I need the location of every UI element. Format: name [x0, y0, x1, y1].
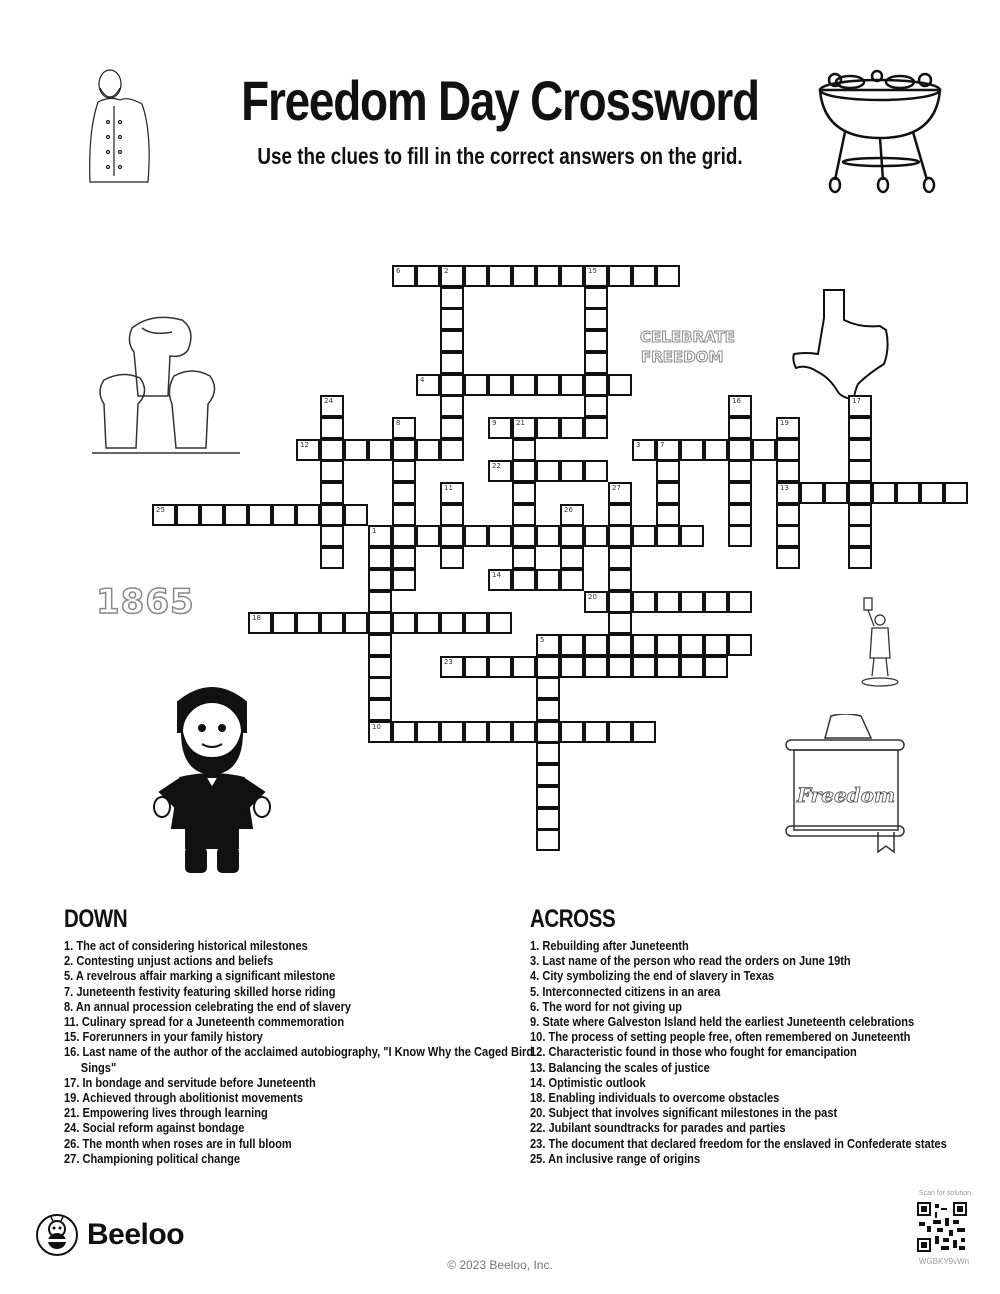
grid-cell[interactable] — [488, 525, 512, 547]
grid-cell[interactable] — [440, 395, 464, 417]
grid-cell[interactable] — [488, 569, 512, 591]
grid-cell[interactable] — [512, 721, 536, 743]
freedom-banner-text: FREEDOM — [641, 348, 724, 366]
copyright-text: © 2023 Beeloo, Inc. — [447, 1258, 553, 1272]
grid-cell[interactable] — [728, 525, 752, 547]
grid-cell[interactable] — [752, 439, 776, 461]
grid-cell[interactable] — [464, 265, 488, 287]
grid-cell[interactable] — [632, 591, 656, 613]
bee-icon — [35, 1213, 79, 1257]
grid-cell[interactable] — [392, 612, 416, 634]
grid-cell[interactable] — [440, 265, 464, 287]
grid-cell[interactable] — [560, 656, 584, 678]
clue-number: 13 — [780, 484, 789, 492]
grid-cell[interactable] — [560, 634, 584, 656]
clue-number: 9 — [492, 418, 497, 427]
grid-cell[interactable] — [536, 829, 560, 851]
clue-number: 10 — [372, 722, 381, 731]
grid-cell[interactable] — [632, 656, 656, 678]
grid-cell[interactable] — [536, 525, 560, 547]
grid-cell[interactable] — [320, 460, 344, 482]
down-clue: 2. Contesting unjust actions and beliefs — [64, 953, 274, 969]
grid-cell[interactable] — [248, 612, 272, 634]
grid-cell[interactable] — [440, 504, 464, 526]
across-clue: 3. Last name of the person who read the orders on June 19th — [530, 953, 851, 969]
grid-cell[interactable] — [536, 742, 560, 764]
grid-cell[interactable] — [176, 504, 200, 526]
grid-cell[interactable] — [584, 591, 608, 613]
clue-number: 11 — [444, 484, 453, 492]
grid-cell[interactable] — [800, 482, 824, 504]
grid-cell[interactable] — [704, 439, 728, 461]
clue-number: 7 — [660, 440, 665, 449]
grid-cell[interactable] — [440, 482, 464, 504]
clue-number: 4 — [420, 375, 425, 384]
grid-cell[interactable] — [392, 547, 416, 569]
grid-cell[interactable] — [320, 612, 344, 634]
grid-cell[interactable] — [560, 265, 584, 287]
grid-cell[interactable] — [344, 612, 368, 634]
grid-cell[interactable] — [656, 656, 680, 678]
grid-cell[interactable] — [512, 265, 536, 287]
grid-cell[interactable] — [488, 656, 512, 678]
across-clue: 23. The document that declared freedom for the enslaved in Confederate states — [530, 1135, 947, 1151]
grid-cell[interactable] — [584, 460, 608, 482]
grid-cell[interactable] — [392, 721, 416, 743]
grid-cell[interactable] — [272, 504, 296, 526]
grid-cell[interactable] — [344, 439, 368, 461]
grid-cell[interactable] — [560, 504, 584, 526]
grid-cell[interactable] — [632, 525, 656, 547]
clue-number: 25 — [156, 505, 165, 514]
grid-cell[interactable] — [464, 721, 488, 743]
grid-cell[interactable] — [728, 439, 752, 461]
grid-cell[interactable] — [776, 482, 800, 504]
grid-cell[interactable] — [728, 395, 752, 417]
across-clue: 14. Optimistic outlook — [530, 1074, 646, 1090]
grid-cell[interactable] — [368, 656, 392, 678]
grid-cell[interactable] — [512, 417, 536, 439]
grid-cell[interactable] — [584, 634, 608, 656]
clue-number: 24 — [324, 397, 333, 406]
grid-cell[interactable] — [536, 656, 560, 678]
clue-number: 21 — [516, 418, 525, 427]
grid-cell[interactable] — [368, 547, 392, 569]
clue-number: 23 — [444, 657, 453, 666]
grid-cell[interactable] — [440, 656, 464, 678]
down-clue: 27. Championing political change — [64, 1150, 241, 1166]
grid-cell[interactable] — [656, 265, 680, 287]
grid-cell[interactable] — [680, 634, 704, 656]
grid-cell[interactable] — [584, 330, 608, 352]
grid-cell[interactable] — [512, 374, 536, 396]
grid-cell[interactable] — [608, 547, 632, 569]
grid-cell[interactable] — [440, 525, 464, 547]
grid-cell[interactable] — [440, 374, 464, 396]
grid-cell[interactable] — [368, 612, 392, 634]
grid-cell[interactable] — [608, 634, 632, 656]
grid-cell[interactable] — [320, 504, 344, 526]
grid-cell[interactable] — [608, 591, 632, 613]
across-clue: 12. Characteristic found in those who fought for emancipation — [530, 1044, 857, 1060]
celebrate-text: CELEBRATE — [640, 328, 735, 346]
clue-number: 16 — [732, 397, 741, 406]
down-clue: 21. Empowering lives through learning — [64, 1105, 268, 1121]
grid-cell[interactable] — [320, 439, 344, 461]
qr-label: Scan for solution — [918, 1190, 972, 1197]
grid-cell[interactable] — [272, 612, 296, 634]
grid-cell[interactable] — [584, 395, 608, 417]
grid-cell[interactable] — [368, 439, 392, 461]
across-clue: 9. State where Galveston Island held the earliest Juneteenth celebrations — [530, 1014, 915, 1030]
clue-number: 20 — [588, 592, 597, 601]
grid-cell[interactable] — [320, 395, 344, 417]
grid-cell[interactable] — [368, 591, 392, 613]
grid-cell[interactable] — [368, 699, 392, 721]
grid-cell[interactable] — [320, 417, 344, 439]
grid-cell[interactable] — [656, 482, 680, 504]
clue-number: 3 — [636, 440, 641, 449]
grid-cell[interactable] — [368, 525, 392, 547]
grid-cell[interactable] — [608, 504, 632, 526]
grid-cell[interactable] — [248, 504, 272, 526]
scroll-freedom-text: Freedom — [796, 783, 896, 807]
grid-cell[interactable] — [608, 374, 632, 396]
grid-cell[interactable] — [464, 374, 488, 396]
grid-cell[interactable] — [464, 612, 488, 634]
grid-cell[interactable] — [536, 677, 560, 699]
across-clue: 6. The word for not giving up — [530, 998, 683, 1014]
clue-number: 5 — [540, 635, 545, 644]
grid-cell[interactable] — [488, 265, 512, 287]
grid-cell[interactable] — [416, 374, 440, 396]
grid-cell[interactable] — [392, 482, 416, 504]
grid-cell[interactable] — [848, 504, 872, 526]
grid-cell[interactable] — [848, 460, 872, 482]
grid-cell[interactable] — [536, 374, 560, 396]
grid-cell[interactable] — [776, 439, 800, 461]
grid-cell[interactable] — [608, 656, 632, 678]
grid-cell[interactable] — [464, 525, 488, 547]
grid-cell[interactable] — [416, 439, 440, 461]
grid-cell[interactable] — [560, 417, 584, 439]
grid-cell[interactable] — [440, 287, 464, 309]
grid-cell[interactable] — [440, 721, 464, 743]
clue-number: 17 — [852, 397, 861, 406]
grid-cell[interactable] — [488, 721, 512, 743]
grid-cell[interactable] — [728, 460, 752, 482]
grid-cell[interactable] — [560, 460, 584, 482]
grid-cell[interactable] — [584, 287, 608, 309]
grid-cell[interactable] — [536, 417, 560, 439]
clue-number: 27 — [612, 484, 621, 492]
grid-cell[interactable] — [848, 395, 872, 417]
across-clue: 22. Jubilant soundtracks for parades and parties — [530, 1120, 786, 1136]
grid-cell[interactable] — [368, 569, 392, 591]
grid-cell[interactable] — [440, 330, 464, 352]
grid-cell[interactable] — [440, 308, 464, 330]
grid-cell[interactable] — [776, 525, 800, 547]
grid-cell[interactable] — [440, 417, 464, 439]
down-clue: 7. Juneteenth festivity featuring skilled horse riding — [64, 983, 336, 999]
grid-cell[interactable] — [152, 504, 176, 526]
clue-number: 22 — [492, 462, 501, 471]
grid-cell[interactable] — [608, 721, 632, 743]
grid-cell[interactable] — [656, 460, 680, 482]
across-clue: 13. Balancing the scales of justice — [530, 1059, 710, 1075]
grid-cell[interactable] — [728, 591, 752, 613]
grid-cell[interactable] — [512, 482, 536, 504]
grid-cell[interactable] — [536, 634, 560, 656]
grid-cell[interactable] — [728, 417, 752, 439]
grid-cell[interactable] — [440, 547, 464, 569]
grid-cell[interactable] — [296, 612, 320, 634]
clue-number: 12 — [300, 440, 309, 449]
grid-cell[interactable] — [416, 525, 440, 547]
grid-cell[interactable] — [296, 504, 320, 526]
grid-cell[interactable] — [536, 808, 560, 830]
grid-cell[interactable] — [320, 482, 344, 504]
grid-cell[interactable] — [776, 504, 800, 526]
across-clue: 5. Interconnected citizens in an area — [530, 983, 721, 999]
grid-cell[interactable] — [776, 417, 800, 439]
grid-cell[interactable] — [656, 591, 680, 613]
grid-cell[interactable] — [392, 504, 416, 526]
grid-cell[interactable] — [584, 721, 608, 743]
grid-cell[interactable] — [344, 504, 368, 526]
grid-cell[interactable] — [560, 525, 584, 547]
grid-cell[interactable] — [608, 525, 632, 547]
grid-cell[interactable] — [608, 569, 632, 591]
across-clue-list — [530, 938, 1000, 1166]
grid-cell[interactable] — [320, 525, 344, 547]
grid-cell[interactable] — [512, 504, 536, 526]
grid-cell[interactable] — [440, 439, 464, 461]
clue-number: 15 — [588, 267, 597, 275]
clue-number: 18 — [252, 614, 261, 623]
clue-number: 19 — [780, 418, 789, 427]
across-clue: 1. Rebuilding after Juneteenth — [530, 938, 689, 953]
grid-cell[interactable] — [560, 547, 584, 569]
grid-cell[interactable] — [584, 308, 608, 330]
across-clues-section — [530, 905, 1000, 1166]
grid-cell[interactable] — [728, 634, 752, 656]
grid-cell[interactable] — [416, 612, 440, 634]
grid-cell[interactable] — [728, 504, 752, 526]
grid-cell[interactable] — [488, 417, 512, 439]
grid-cell[interactable] — [848, 482, 872, 504]
clue-number: 1 — [372, 527, 377, 536]
grid-cell[interactable] — [704, 591, 728, 613]
down-clue: 5. A revelrous affair marking a significant milestone — [64, 968, 336, 984]
grid-cell[interactable] — [632, 265, 656, 287]
grid-cell[interactable] — [224, 504, 248, 526]
grid-cell[interactable] — [944, 482, 968, 504]
grid-cell[interactable] — [608, 612, 632, 634]
grid-cell[interactable] — [848, 525, 872, 547]
down-clue: 19. Achieved through abolitionist movements — [64, 1090, 304, 1106]
grid-cell[interactable] — [608, 265, 632, 287]
down-clues-title: DOWN — [64, 905, 128, 933]
grid-cell[interactable] — [392, 439, 416, 461]
down-clue: 15. Forerunners in your family history — [64, 1029, 263, 1045]
grid-cell[interactable] — [440, 352, 464, 374]
grid-cell[interactable] — [392, 525, 416, 547]
down-clue: 16. Last name of the author of the acclaimed autobiography, "I Know Why the Caged Bird Sings" — [64, 1044, 534, 1075]
grid-cell[interactable] — [584, 265, 608, 287]
grid-cell[interactable] — [200, 504, 224, 526]
grid-cell[interactable] — [488, 460, 512, 482]
grid-cell[interactable] — [416, 265, 440, 287]
grid-cell[interactable] — [512, 569, 536, 591]
grid-cell[interactable] — [392, 460, 416, 482]
grid-cell[interactable] — [536, 265, 560, 287]
grid-cell[interactable] — [656, 634, 680, 656]
clue-number: 2 — [444, 267, 449, 275]
grid-cell[interactable] — [848, 547, 872, 569]
down-clue: 1. The act of considering historical milestones — [64, 938, 308, 953]
grid-cell[interactable] — [368, 677, 392, 699]
across-clues-title: ACROSS — [530, 905, 616, 933]
year-1865-text: 1865 — [96, 582, 195, 622]
grid-cell[interactable] — [320, 547, 344, 569]
grid-cell[interactable] — [656, 439, 680, 461]
grid-cell[interactable] — [488, 612, 512, 634]
across-clue: 4. City symbolizing the end of slavery in Texas — [530, 968, 775, 984]
grid-cell[interactable] — [584, 525, 608, 547]
grid-cell[interactable] — [704, 634, 728, 656]
grid-cell[interactable] — [512, 439, 536, 461]
grid-cell[interactable] — [368, 721, 392, 743]
qr-code-icon[interactable] — [917, 1201, 967, 1253]
grid-cell[interactable] — [848, 439, 872, 461]
page-title: Freedom Day Crossword — [241, 69, 759, 132]
grid-cell[interactable] — [632, 439, 656, 461]
grid-cell[interactable] — [296, 439, 320, 461]
grid-cell[interactable] — [536, 699, 560, 721]
grid-cell[interactable] — [680, 656, 704, 678]
clue-number: 8 — [396, 418, 401, 427]
grid-cell[interactable] — [512, 547, 536, 569]
grid-cell[interactable] — [776, 547, 800, 569]
clue-number: 6 — [396, 267, 401, 275]
grid-cell[interactable] — [656, 504, 680, 526]
qr-code-id: WGBKY9vWn — [918, 1257, 970, 1266]
down-clue: 17. In bondage and servitude before Juneteenth — [64, 1074, 316, 1090]
down-clue: 24. Social reform against bondage — [64, 1120, 245, 1136]
grid-cell[interactable] — [560, 721, 584, 743]
grid-cell[interactable] — [440, 612, 464, 634]
grid-cell[interactable] — [464, 656, 488, 678]
grid-cell[interactable] — [560, 569, 584, 591]
grid-cell[interactable] — [584, 374, 608, 396]
grid-cell[interactable] — [368, 634, 392, 656]
grid-cell[interactable] — [536, 460, 560, 482]
clue-number: 14 — [492, 570, 501, 579]
grid-cell[interactable] — [512, 656, 536, 678]
grid-cell[interactable] — [392, 417, 416, 439]
grid-cell[interactable] — [872, 482, 896, 504]
across-clue: 20. Subject that involves significant milestones in the past — [530, 1105, 838, 1121]
down-clue: 11. Culinary spread for a Juneteenth commemoration — [64, 1014, 345, 1030]
grid-cell[interactable] — [776, 460, 800, 482]
grid-cell[interactable] — [704, 656, 728, 678]
grid-cell[interactable] — [536, 721, 560, 743]
grid-cell[interactable] — [560, 374, 584, 396]
beeloo-logo[interactable] — [35, 1213, 184, 1257]
grid-cell[interactable] — [584, 417, 608, 439]
grid-cell[interactable] — [632, 721, 656, 743]
across-clue: 18. Enabling individuals to overcome obstacles — [530, 1090, 780, 1106]
grid-cell[interactable] — [512, 525, 536, 547]
grid-cell[interactable] — [824, 482, 848, 504]
grid-cell[interactable] — [680, 525, 704, 547]
across-clue: 10. The process of setting people free, often remembered on Juneteenth — [530, 1029, 911, 1045]
grid-cell[interactable] — [680, 439, 704, 461]
clue-number: 26 — [564, 505, 573, 514]
down-clue: 26. The month when roses are in full bloom — [64, 1135, 292, 1151]
grid-cell[interactable] — [728, 482, 752, 504]
grid-cell[interactable] — [656, 525, 680, 547]
grid-cell[interactable] — [608, 482, 632, 504]
grid-cell[interactable] — [512, 460, 536, 482]
grid-cell[interactable] — [536, 764, 560, 786]
grid-cell[interactable] — [392, 265, 416, 287]
brand-name: Beeloo — [87, 1218, 185, 1251]
grid-cell[interactable] — [632, 634, 656, 656]
grid-cell[interactable] — [848, 417, 872, 439]
down-clue: 8. An annual procession celebrating the end of slavery — [64, 998, 352, 1014]
grid-cell[interactable] — [416, 721, 440, 743]
grid-cell[interactable] — [536, 786, 560, 808]
grid-cell[interactable] — [896, 482, 920, 504]
page-subtitle: Use the clues to fill in the correct answers on the grid. — [257, 143, 743, 169]
grid-cell[interactable] — [680, 591, 704, 613]
grid-cell[interactable] — [488, 374, 512, 396]
grid-cell[interactable] — [536, 569, 560, 591]
grid-cell[interactable] — [392, 569, 416, 591]
grid-cell[interactable] — [584, 352, 608, 374]
across-clue: 25. An inclusive range of origins — [530, 1150, 701, 1166]
grid-cell[interactable] — [920, 482, 944, 504]
grid-cell[interactable] — [584, 656, 608, 678]
